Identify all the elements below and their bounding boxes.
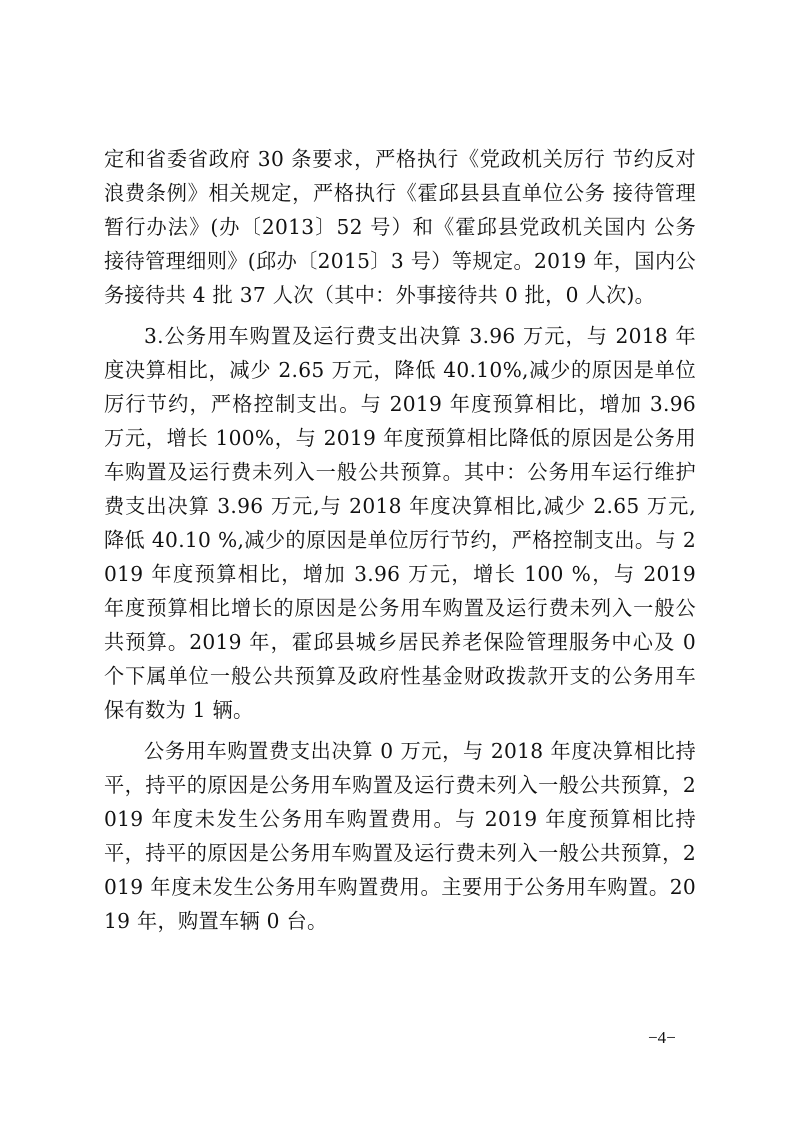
paragraph-vehicle-expenses: 3.公务用车购置及运行费支出决算 3.96 万元，与 2018 年度决算相比，减少 2.65 万元，降低 40.10%,减少的原因是单位厉行节约，严格控制支出。与 2019 年度预算相比，增加 3.96 万元，增长 100%，与 2019 年度预算相比降低的原因是公务用车购置及运行费未列入一般公共预算。其中：公务用车运行维护费支出决算 3.96 万元,与 2018 年度决算相比,减少 2.65 万元,降低 40.10 %,减少的原因是单位厉行节约，严格控制支出。与 2019 年度预算相比，增加 3.96 万元，增长 100 %，与 2019 年度预算相比增长的原因是公务用车购置及运行费未列入一般公共预算。2019 年，霍邱县城乡居民养老保险管理服务中心及 0 个下属单位一般公共预算及政府性基金财政拨款开支的公务用车保有数为 1 辆。 xyxy=(104,324,696,722)
page-number: −4− xyxy=(648,1028,676,1047)
document-body xyxy=(104,142,696,938)
paragraph-reception-rules: 定和省委省政府 30 条要求，严格执行《党政机关厉行 节约反对浪费条例》相关规定，严格执行《霍邱县县直单位公务 接待管理暂行办法》(办〔2013〕52 号）和《霍邱县党政机关国内 公务接待管理细则》(邱办〔2015〕3 号）等规定。2019 年，国内公务接待共 4 批 37 人次（其中：外事接待共 0 批，0 人次)。 xyxy=(104,147,696,307)
paragraph-vehicle-purchase: 公务用车购置费支出决算 0 万元，与 2018 年度决算相比持平，持平的原因是公务用车购置及运行费未列入一般公共预算，2019 年度未发生公务用车购置费用。与 2019 年度预算相比持平，持平的原因是公务用车购置及运行费未列入一般公共预算，2019 年度未发生公务用车购置费用。主要用于公务用车购置。2019 年，购置车辆 0 台。 xyxy=(104,739,696,933)
